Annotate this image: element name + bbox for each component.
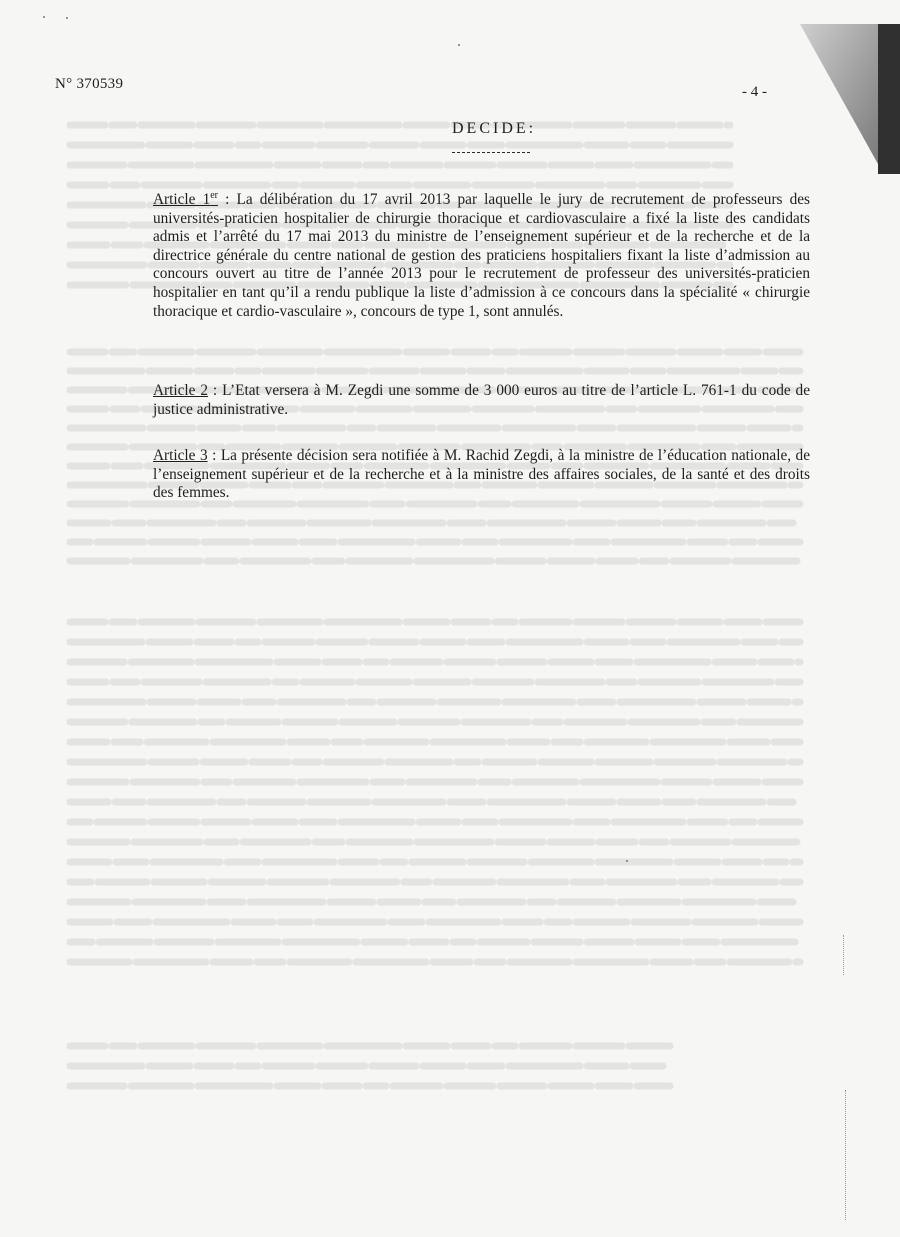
- article-1-label: Article 1er: [153, 189, 219, 208]
- article-2: [153, 382, 810, 419]
- scan-speck: [626, 860, 628, 862]
- article-3-text: : La présente décision sera notifiée à M. Rachid Zegdi, à la ministre de l’éducation nationale, de l’enseignement supérieur et de la recherche et à la ministre des affaires sociales, de la santé et des droits des femmes.: [153, 447, 810, 502]
- page-number: - 4 -: [742, 84, 767, 100]
- article-1: [153, 191, 810, 321]
- scan-edge-mark: [845, 1090, 846, 1220]
- scan-speck: [66, 17, 68, 19]
- heading-underline: [452, 152, 530, 153]
- article-1-text: : La délibération du 17 avril 2013 par laquelle le jury de recrutement de professeurs des universités-praticien hospitalier de chirurgie thoracique et cardiovasculaire a fixé la liste des candidats admis et l’arrêté du 17 mai 2013 du ministre de l’enseignement supérieur et de la recherche et de la directrice générale du centre national de gestion des praticiens hospitaliers fixant la liste d’admission au concours ouvert au titre de l’année 2013 pour le recrutement de professeur des universités-praticien hospitalier en tant qu’il a rendu publique la liste d’admission à ce concours dans la spécialité « chirurgie thoracique et cardio-vasculaire », concours de type 1, sont annulés.: [153, 191, 810, 320]
- folded-corner-shadow: [780, 24, 900, 174]
- article-2-label: Article 2: [153, 382, 209, 399]
- scan-speck: [43, 16, 45, 18]
- scan-edge-mark: [843, 935, 844, 975]
- article-3-label: Article 3: [153, 447, 208, 464]
- decision-heading: DECIDE:: [452, 120, 537, 137]
- article-2-text: : L’Etat versera à M. Zegdi une somme de 3 000 euros au titre de l’article L. 761-1 du code de justice administrative.: [153, 382, 810, 418]
- scan-speck: [458, 44, 460, 46]
- article-3: [153, 447, 810, 503]
- article-1-label-superscript: er: [210, 189, 219, 201]
- case-number: N° 370539: [55, 76, 124, 92]
